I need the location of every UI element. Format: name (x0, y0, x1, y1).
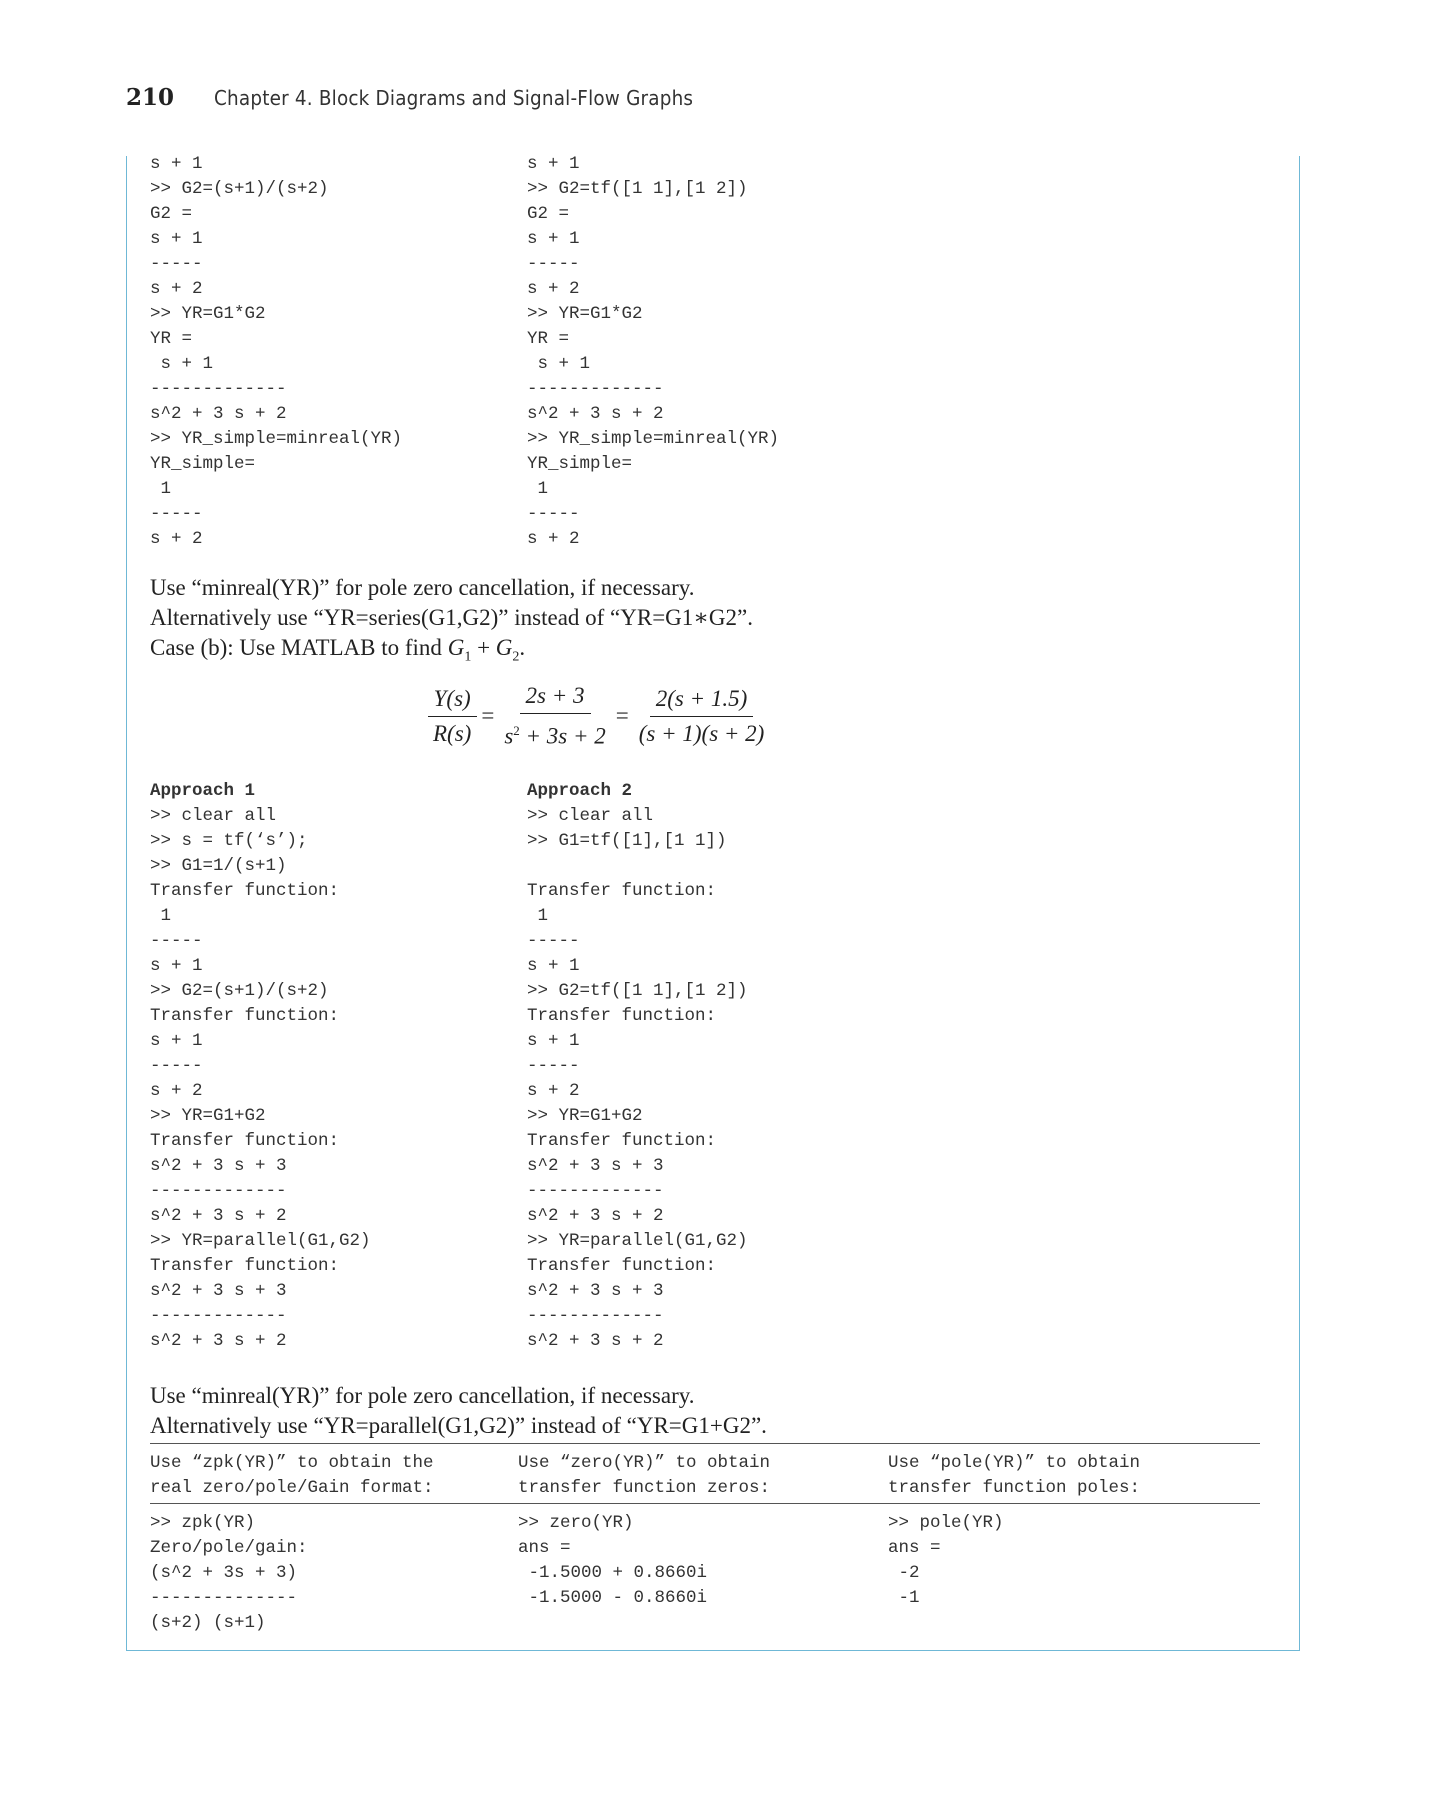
code-line: real zero/pole/Gain format: (150, 1478, 434, 1498)
code-line: G2 = (527, 204, 570, 224)
code-line: s + 1 (150, 956, 203, 976)
approach-1-title-wrap (150, 779, 255, 804)
code-line: YR_simple= (527, 454, 633, 474)
code-line: >> YR=G1*G2 (527, 304, 643, 324)
code-line: >> YR_simple=minreal(YR) (527, 429, 780, 449)
code-line: s + 1 (150, 354, 214, 374)
code-line: s + 1 (527, 154, 580, 174)
code-line: s^2 + 3 s + 2 (150, 1206, 287, 1226)
code-line: s + 1 (527, 229, 580, 249)
code-line: >> zpk(YR) (150, 1513, 256, 1533)
code-line: Use “zero(YR)” to obtain (518, 1453, 771, 1473)
code-line: G2 = (150, 204, 193, 224)
part-a-right-code (527, 152, 779, 552)
code-line: >> G2=tf([1 1],[1 2]) (527, 179, 748, 199)
table-header-rule (150, 1503, 1260, 1504)
code-line: YR_simple= (150, 454, 256, 474)
table-col3-header (888, 1451, 1140, 1501)
code-line: >> clear all (527, 806, 654, 826)
part-a-left-code (150, 152, 402, 552)
code-line: -2 (888, 1563, 920, 1583)
code-line: s + 2 (527, 279, 580, 299)
page-number: 210 (126, 84, 175, 111)
code-line: ----- (527, 1056, 580, 1076)
code-line: Transfer function: (527, 1256, 717, 1276)
equals-sign: = (615, 703, 629, 728)
code-line: -------------- (150, 1588, 298, 1608)
equals-sign: = (481, 703, 495, 728)
code-line: s + 1 (527, 956, 580, 976)
approach-2-title-wrap (527, 779, 632, 804)
code-line: >> G2=(s+1)/(s+2) (150, 179, 329, 199)
code-line: s + 2 (527, 529, 580, 549)
code-line: >> YR=G1*G2 (150, 304, 266, 324)
code-line: ----- (527, 504, 580, 524)
code-line: s + 1 (150, 229, 203, 249)
code-line: s^2 + 3 s + 3 (527, 1156, 664, 1176)
code-line: ------------- (527, 1181, 664, 1201)
code-line: s + 1 (527, 1031, 580, 1051)
code-line: ----- (150, 1056, 203, 1076)
code-line: s^2 + 3 s + 2 (527, 404, 664, 424)
code-line: Transfer function: (150, 881, 340, 901)
code-line: s^2 + 3 s + 3 (527, 1281, 664, 1301)
code-line: YR = (150, 329, 193, 349)
code-line: ------------- (527, 379, 664, 399)
approach-1-code (150, 804, 371, 1354)
code-line: s + 2 (150, 529, 203, 549)
chapter-title: Chapter 4. Block Diagrams and Signal-Flow Graphs (214, 86, 694, 110)
code-line: -1 (888, 1588, 920, 1608)
code-line: s^2 + 3 s + 2 (150, 1331, 287, 1351)
code-line: >> YR=G1+G2 (527, 1106, 643, 1126)
approach-2-title: Approach 2 (527, 781, 633, 801)
table-col2-body (518, 1511, 707, 1611)
code-line: s + 2 (150, 1081, 203, 1101)
code-line: s^2 + 3 s + 2 (527, 1331, 664, 1351)
code-line: Transfer function: (527, 1006, 717, 1026)
code-line: Zero/pole/gain: (150, 1538, 308, 1558)
code-line: -1.5000 + 0.8660i (518, 1563, 708, 1583)
table-col1-body (150, 1511, 308, 1636)
code-line: s + 2 (150, 279, 203, 299)
prose-line: Use “minreal(YR)” for pole zero cancellation, if necessary. (150, 575, 695, 600)
approach-2-code (527, 804, 748, 1354)
code-line: ----- (150, 254, 203, 274)
code-line: ------------- (150, 379, 287, 399)
code-line: >> pole(YR) (888, 1513, 1004, 1533)
code-line: >> YR=parallel(G1,G2) (527, 1231, 748, 1251)
prose-line: Alternatively use “YR=series(G1,G2)” instead of “YR=G1∗G2”. (150, 605, 753, 630)
code-line: >> s = tf(‘s’); (150, 831, 308, 851)
code-line: (s^2 + 3s + 3) (150, 1563, 298, 1583)
transfer-function-equation (425, 681, 772, 751)
table-col2-header (518, 1451, 770, 1501)
code-line: >> G1=tf([1],[1 1]) (527, 831, 727, 851)
code-line: ----- (150, 931, 203, 951)
code-line: >> G1=1/(s+1) (150, 856, 287, 876)
code-line: ------------- (150, 1181, 287, 1201)
code-line: Use “pole(YR)” to obtain (888, 1453, 1141, 1473)
code-line: >> YR=G1+G2 (150, 1106, 266, 1126)
code-line: ----- (527, 931, 580, 951)
code-line: ans = (888, 1538, 941, 1558)
code-line: ans = (518, 1538, 571, 1558)
code-line: s + 1 (150, 1031, 203, 1051)
code-line: s^2 + 3 s + 2 (150, 404, 287, 424)
code-line: ------------- (150, 1306, 287, 1326)
running-header (126, 84, 735, 120)
table-col1-header (150, 1451, 434, 1501)
code-line: >> zero(YR) (518, 1513, 634, 1533)
code-line: 1 (150, 479, 172, 499)
table-top-rule (150, 1443, 1260, 1444)
code-line: transfer function poles: (888, 1478, 1141, 1498)
code-line: -1.5000 - 0.8660i (518, 1588, 708, 1608)
code-line (527, 854, 748, 879)
table-col3-body (888, 1511, 1004, 1611)
code-line: >> YR_simple=minreal(YR) (150, 429, 403, 449)
code-line: s + 2 (527, 1081, 580, 1101)
middle-fraction: $\frac{2s + 3}{s^2 + 3s + 2}$ (504, 682, 606, 749)
code-line: Transfer function: (527, 881, 717, 901)
code-line: s + 1 (150, 154, 203, 174)
code-line: (s+2) (s+1) (150, 1613, 266, 1633)
code-line: transfer function zeros: (518, 1478, 771, 1498)
prose-line: Alternatively use “YR=parallel(G1,G2)” instead of “YR=G1+G2”. (150, 1413, 767, 1438)
code-line: >> clear all (150, 806, 277, 826)
rhs-fraction: $\frac{2(s + 1.5)}{(s + 1)(s + 2)}$ (638, 685, 765, 746)
code-line: s^2 + 3 s + 3 (150, 1281, 287, 1301)
code-line: Transfer function: (150, 1256, 340, 1276)
code-line: Transfer function: (150, 1131, 340, 1151)
code-line: YR = (527, 329, 570, 349)
code-line: 1 (527, 479, 549, 499)
prose-block-2 (150, 1381, 767, 1441)
code-line: s^2 + 3 s + 3 (150, 1156, 287, 1176)
code-line: >> YR=parallel(G1,G2) (150, 1231, 371, 1251)
approach-1-title: Approach 1 (150, 781, 256, 801)
prose-line: Case (b): Use MATLAB to find $G_1 + G_2$. (150, 635, 526, 665)
code-line: s + 1 (527, 354, 591, 374)
prose-block-1 (150, 573, 753, 673)
code-line: >> G2=tf([1 1],[1 2]) (527, 981, 748, 1001)
lhs-fraction: $\frac{Y(s)}{R(s)}$ (427, 684, 477, 749)
code-line: >> G2=(s+1)/(s+2) (150, 981, 329, 1001)
code-line: Transfer function: (527, 1131, 717, 1151)
code-line: 1 (150, 906, 172, 926)
code-line: ----- (150, 504, 203, 524)
prose-line: Use “minreal(YR)” for pole zero cancellation, if necessary. (150, 1383, 695, 1408)
code-line: 1 (527, 906, 549, 926)
code-line: ----- (527, 254, 580, 274)
code-line: Use “zpk(YR)” to obtain the (150, 1453, 434, 1473)
code-line: s^2 + 3 s + 2 (527, 1206, 664, 1226)
code-line: ------------- (527, 1306, 664, 1326)
code-line: Transfer function: (150, 1006, 340, 1026)
